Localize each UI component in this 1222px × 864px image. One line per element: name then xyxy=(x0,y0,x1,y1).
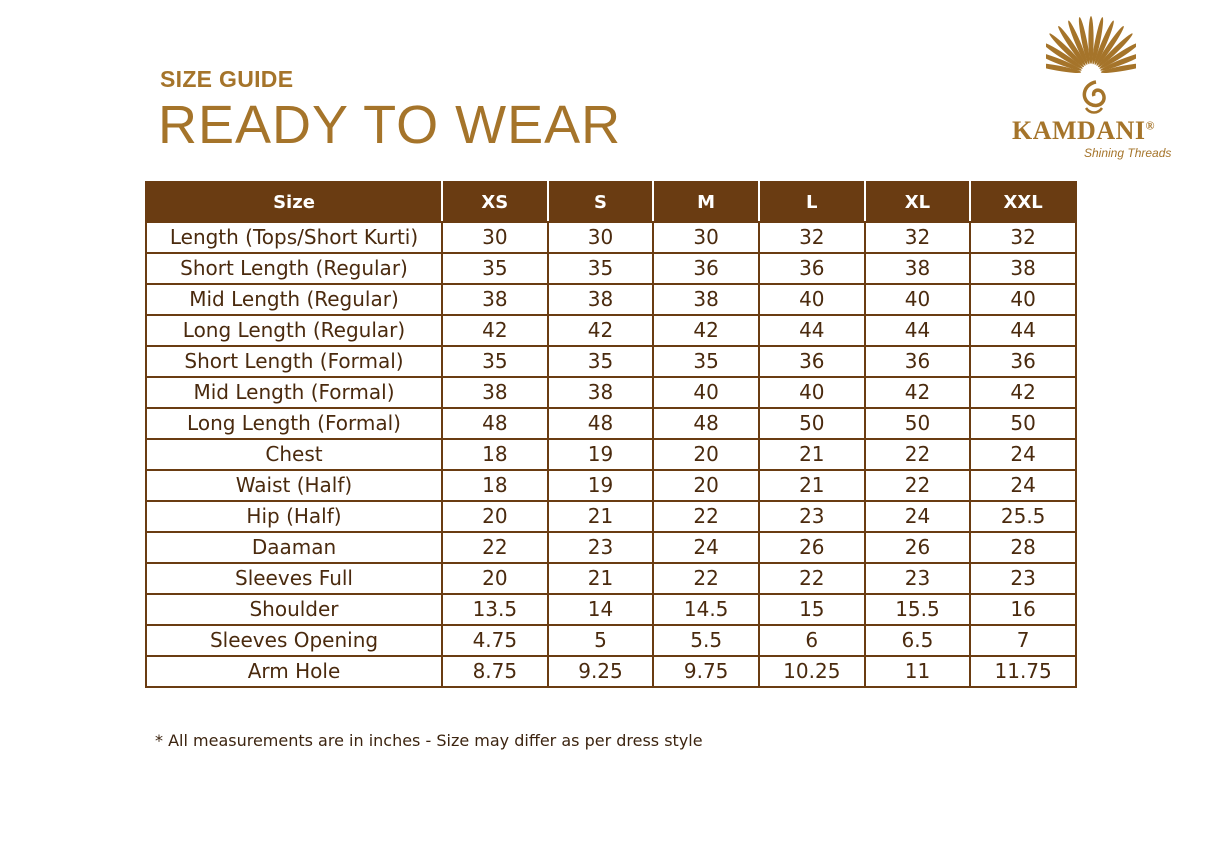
table-cell: 32 xyxy=(759,222,865,253)
table-cell: 35 xyxy=(548,346,654,377)
table-row xyxy=(146,532,1076,563)
table-cell: 9.75 xyxy=(653,656,759,687)
column-header-xl: XL xyxy=(865,182,971,222)
table-cell: 22 xyxy=(865,470,971,501)
table-cell: 40 xyxy=(970,284,1076,315)
row-label: Length (Tops/Short Kurti) xyxy=(146,222,442,253)
table-row xyxy=(146,222,1076,253)
table-cell: 48 xyxy=(653,408,759,439)
table-cell: 35 xyxy=(442,253,548,284)
table-cell: 26 xyxy=(865,532,971,563)
table-row xyxy=(146,346,1076,377)
table-cell: 22 xyxy=(442,532,548,563)
table-cell: 48 xyxy=(442,408,548,439)
table-cell: 40 xyxy=(759,284,865,315)
table-cell: 20 xyxy=(653,439,759,470)
table-cell: 18 xyxy=(442,470,548,501)
table-cell: 24 xyxy=(653,532,759,563)
table-cell: 42 xyxy=(653,315,759,346)
table-cell: 38 xyxy=(865,253,971,284)
table-cell: 36 xyxy=(970,346,1076,377)
table-cell: 44 xyxy=(970,315,1076,346)
table-cell: 22 xyxy=(865,439,971,470)
table-row xyxy=(146,284,1076,315)
table-cell: 14 xyxy=(548,594,654,625)
table-cell: 38 xyxy=(442,284,548,315)
table-cell: 28 xyxy=(970,532,1076,563)
table-cell: 26 xyxy=(759,532,865,563)
size-guide-label: SIZE GUIDE xyxy=(160,66,294,92)
table-cell: 8.75 xyxy=(442,656,548,687)
table-cell: 14.5 xyxy=(653,594,759,625)
table-cell: 21 xyxy=(759,470,865,501)
column-header-l: L xyxy=(759,182,865,222)
table-cell: 5.5 xyxy=(653,625,759,656)
table-cell: 35 xyxy=(653,346,759,377)
table-cell: 25.5 xyxy=(970,501,1076,532)
table-cell: 50 xyxy=(970,408,1076,439)
table-cell: 24 xyxy=(970,470,1076,501)
row-label: Hip (Half) xyxy=(146,501,442,532)
table-row xyxy=(146,563,1076,594)
table-cell: 5 xyxy=(548,625,654,656)
table-cell: 11 xyxy=(865,656,971,687)
brand-logo xyxy=(1008,12,1178,162)
table-cell: 15 xyxy=(759,594,865,625)
size-table xyxy=(145,181,1077,688)
table-cell: 23 xyxy=(548,532,654,563)
table-cell: 23 xyxy=(865,563,971,594)
row-label: Waist (Half) xyxy=(146,470,442,501)
table-cell: 19 xyxy=(548,470,654,501)
table-cell: 42 xyxy=(865,377,971,408)
table-cell: 36 xyxy=(759,253,865,284)
table-cell: 40 xyxy=(759,377,865,408)
table-row xyxy=(146,408,1076,439)
table-cell: 50 xyxy=(865,408,971,439)
table-cell: 16 xyxy=(970,594,1076,625)
row-label: Mid Length (Regular) xyxy=(146,284,442,315)
table-cell: 21 xyxy=(548,501,654,532)
table-cell: 35 xyxy=(548,253,654,284)
table-cell: 42 xyxy=(548,315,654,346)
table-cell: 20 xyxy=(653,470,759,501)
row-label: Long Length (Formal) xyxy=(146,408,442,439)
row-label: Sleeves Full xyxy=(146,563,442,594)
table-cell: 20 xyxy=(442,563,548,594)
table-cell: 48 xyxy=(548,408,654,439)
table-row xyxy=(146,656,1076,687)
row-label: Mid Length (Formal) xyxy=(146,377,442,408)
table-cell: 18 xyxy=(442,439,548,470)
table-cell: 22 xyxy=(759,563,865,594)
table-cell: 42 xyxy=(970,377,1076,408)
table-cell: 10.25 xyxy=(759,656,865,687)
table-row xyxy=(146,625,1076,656)
table-cell: 42 xyxy=(442,315,548,346)
row-label: Short Length (Formal) xyxy=(146,346,442,377)
brand-tagline: Shining Threads xyxy=(1084,146,1172,160)
table-cell: 40 xyxy=(653,377,759,408)
table-row xyxy=(146,315,1076,346)
page-title: READY TO WEAR xyxy=(158,95,622,155)
table-cell: 23 xyxy=(759,501,865,532)
table-cell: 23 xyxy=(970,563,1076,594)
table-cell: 22 xyxy=(653,563,759,594)
table-row xyxy=(146,594,1076,625)
table-cell: 38 xyxy=(548,377,654,408)
table-cell: 30 xyxy=(548,222,654,253)
table-cell: 36 xyxy=(759,346,865,377)
table-cell: 44 xyxy=(759,315,865,346)
table-header-row xyxy=(146,182,1076,222)
table-cell: 6.5 xyxy=(865,625,971,656)
table-row xyxy=(146,439,1076,470)
table-row xyxy=(146,501,1076,532)
table-cell: 36 xyxy=(653,253,759,284)
table-cell: 24 xyxy=(970,439,1076,470)
row-label: Shoulder xyxy=(146,594,442,625)
table-cell: 44 xyxy=(865,315,971,346)
table-cell: 24 xyxy=(865,501,971,532)
table-cell: 38 xyxy=(548,284,654,315)
brand-name: KAMDANI® xyxy=(1012,116,1155,145)
table-cell: 21 xyxy=(548,563,654,594)
column-header-s: S xyxy=(548,182,654,222)
table-cell: 13.5 xyxy=(442,594,548,625)
table-cell: 38 xyxy=(653,284,759,315)
table-cell: 36 xyxy=(865,346,971,377)
row-label: Sleeves Opening xyxy=(146,625,442,656)
row-label: Short Length (Regular) xyxy=(146,253,442,284)
row-label: Chest xyxy=(146,439,442,470)
table-cell: 32 xyxy=(970,222,1076,253)
footnote: * All measurements are in inches - Size may differ as per dress style xyxy=(155,731,703,750)
column-header-m: M xyxy=(653,182,759,222)
table-cell: 22 xyxy=(653,501,759,532)
table-cell: 30 xyxy=(442,222,548,253)
column-header-size: Size xyxy=(146,182,442,222)
table-cell: 50 xyxy=(759,408,865,439)
table-cell: 9.25 xyxy=(548,656,654,687)
table-cell: 38 xyxy=(442,377,548,408)
table-cell: 19 xyxy=(548,439,654,470)
row-label: Daaman xyxy=(146,532,442,563)
table-cell: 38 xyxy=(970,253,1076,284)
row-label: Long Length (Regular) xyxy=(146,315,442,346)
table-cell: 40 xyxy=(865,284,971,315)
table-cell: 4.75 xyxy=(442,625,548,656)
table-row xyxy=(146,470,1076,501)
table-cell: 7 xyxy=(970,625,1076,656)
table-cell: 6 xyxy=(759,625,865,656)
peacock-feather-icon xyxy=(1046,12,1136,122)
table-row xyxy=(146,253,1076,284)
column-header-xs: XS xyxy=(442,182,548,222)
table-cell: 20 xyxy=(442,501,548,532)
table-cell: 15.5 xyxy=(865,594,971,625)
table-cell: 32 xyxy=(865,222,971,253)
row-label: Arm Hole xyxy=(146,656,442,687)
table-cell: 30 xyxy=(653,222,759,253)
table-cell: 11.75 xyxy=(970,656,1076,687)
table-cell: 21 xyxy=(759,439,865,470)
table-row xyxy=(146,377,1076,408)
table-cell: 35 xyxy=(442,346,548,377)
column-header-xxl: XXL xyxy=(970,182,1076,222)
